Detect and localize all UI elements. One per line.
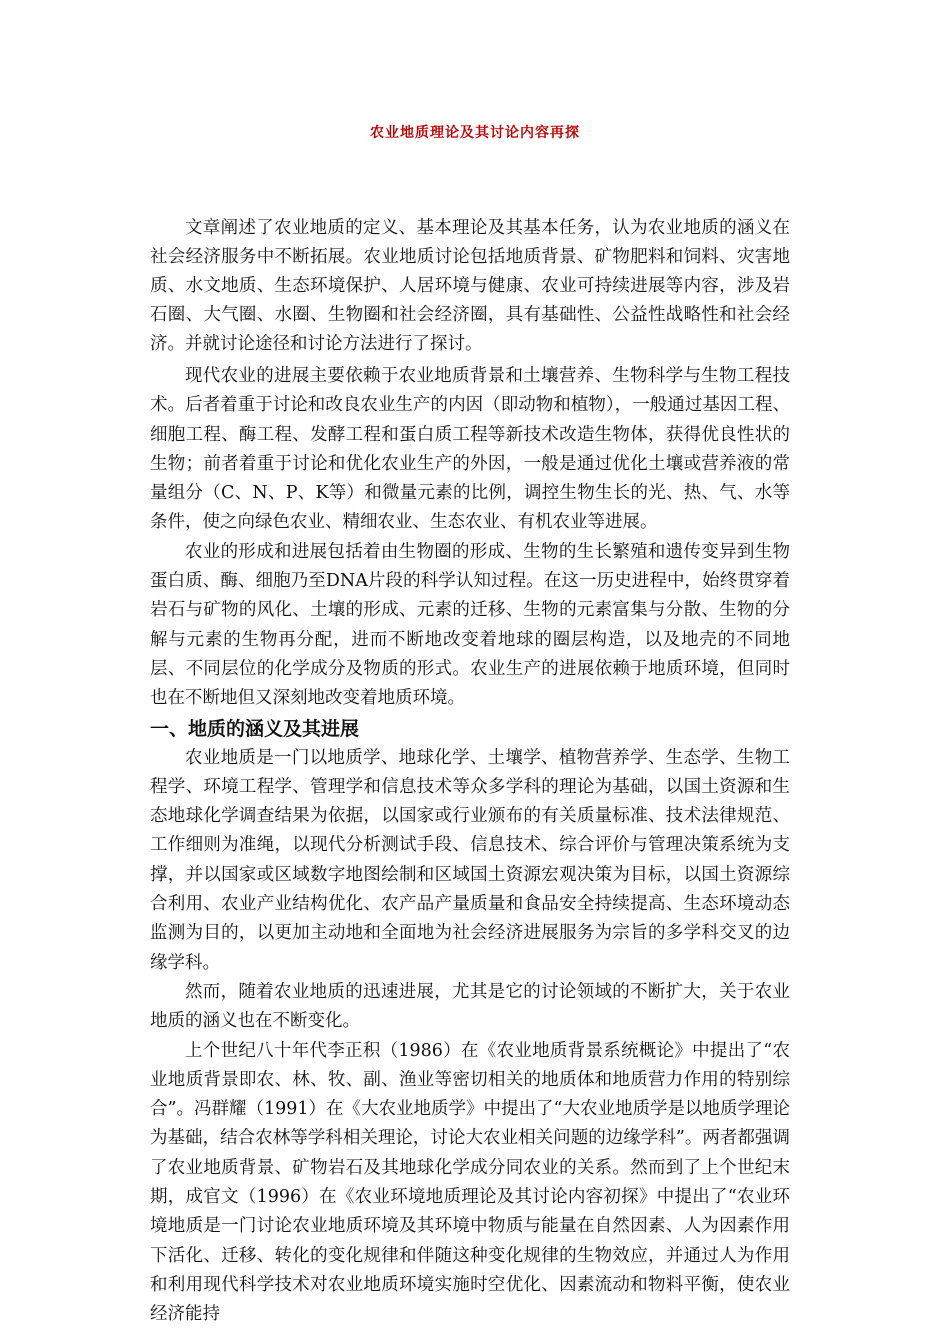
section-1-heading: 一、地质的涵义及其进展 (150, 717, 360, 740)
intro-paragraph-1: 现代农业的进展主要依赖于农业地质背景和土壤营养、生物科学与生物工程技术。后者着重于讨论和改良农业生产的内因（即动物和植物），一般通过基因工程、细胞工程、酶工程、发酵工程和蛋白质工程等新技术改造生物体，获得优良性状的生物；前者着重于讨论和优化农业生产的外因，一般是通过优化土壤或营养液的常量组分（C、N、P、K等）和微量元素的比例，调控生物生长的光、热、气、水等条件，使之向绿色农业、精细农业、生态农业、有机农业等进展。 (150, 366, 790, 533)
intro-paragraph-2: 农业的形成和进展包括着由生物圈的形成、生物的生长繁殖和遗传变异到生物蛋白质、酶、细胞乃至DNA片段的科学认知过程。在这一历史进程中，始终贯穿着岩石与矿物的风化、土壤的形成、元素的迁移、生物的元素富集与分散、生物的分解与元素的生物再分配，进而不断地改变着地球的圈层构造，以及地壳的不同地层、不同层位的化学成分及物质的形式。农业生产的进展依赖于地质环境，但同时也在不断地但又深刻地改变着地质环境。 (150, 541, 790, 709)
abstract-paragraph: 文章阐述了农业地质的定义、基本理论及其基本任务，认为农业地质的涵义在社会经济服务中不断拓展。农业地质讨论包括地质背景、矿物肥料和饲料、灾害地质、水文地质、生态环境保护、人居环境与健康、农业可持续进展等内容，涉及岩石圈、大气圈、水圈、生物圈和社会经济圈，具有基础性、公益性战略性和社会经济。并就讨论途径和讨论方法进行了探讨。 (150, 218, 790, 354)
section-1-paragraph-3: 上个世纪八十年代李正积（1986）在《农业地质背景系统概论》中提出了“农业地质背景即农、林、牧、副、渔业等密切相关的地质体和地质营力作用的特别综合”。冯群耀（1991）在《大农业地质学》中提出了“大农业地质学是以地质学理论为基础，结合农林等学科相关理论，讨论大农业相关问题的边缘学科”。两者都强调了农业地质背景、矿物岩石及其地球化学成分同农业的关系。然而到了上个世纪末期，成官文（1996）在《农业环境地质理论及其讨论内容初探》中提出了“农业环境地质是一门讨论农业地质环境及其环境中物质与能量在自然因素、人为因素作用下活化、迁移、转化的变化规律和伴随这种变化规律的生物效应，并通过人为作用和利用现代科学技术对农业地质环境实施时空优化、因素流动和物料平衡，使农业经济能持 (150, 1040, 790, 1325)
document-title: 农业地质理论及其讨论内容再探 (370, 125, 580, 141)
section-1-paragraph-1: 农业地质是一门以地质学、地球化学、土壤学、植物营养学、生态学、生物工程学、环境工程学、管理学和信息技术等众多学科的理论为基础，以国土资源和生态地球化学调查结果为依据，以国家或行业颁布的有关质量标准、技术法律规范、工作细则为准绳，以现代分析测试手段、信息技术、综合评价与管理决策系统为支撑，并以国家或区域数字地图绘制和区域国土资源宏观决策为目标，以国土资源综合利用、农业产业结构优化、农产品产量质量和食品安全持续提高、生态环境动态监测为目的，以更加主动地和全面地为社会经济进展服务为宗旨的多学科交叉的边缘学科。 (150, 747, 790, 973)
document-body (150, 362, 790, 1330)
section-1-paragraph-2: 然而，随着农业地质的迅速进展，尤其是它的讨论领域的不断扩大，关于农业地质的涵义也在不断变化。 (150, 981, 790, 1032)
